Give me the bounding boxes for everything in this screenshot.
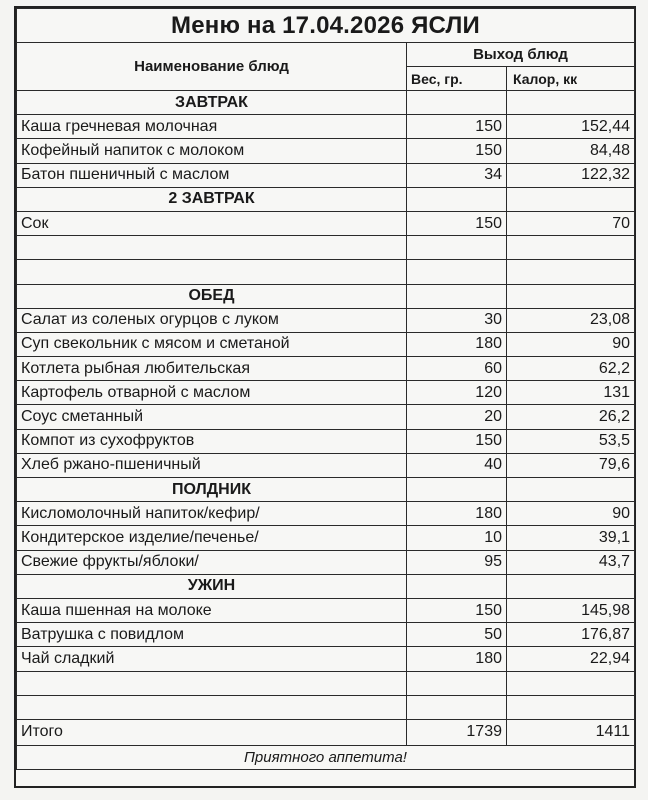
- dish-name: Свежие фрукты/яблоки/: [17, 550, 407, 574]
- dish-kcal: 84,48: [507, 139, 635, 163]
- dish-name: Салат из соленых огурцов с луком: [17, 308, 407, 332]
- section-row: [17, 187, 635, 211]
- dish-name: Картофель отварной с маслом: [17, 381, 407, 405]
- section-weight-cell: [407, 284, 507, 308]
- section-kcal-cell: [507, 574, 635, 598]
- section-weight-cell: [407, 478, 507, 502]
- dish-weight: 30: [407, 308, 507, 332]
- dish-row: [17, 550, 635, 574]
- dish-name: [17, 671, 407, 695]
- dish-weight: [407, 236, 507, 260]
- dish-name: Кондитерское изделие/печенье/: [17, 526, 407, 550]
- dish-weight: 50: [407, 623, 507, 647]
- dish-name: Компот из сухофруктов: [17, 429, 407, 453]
- menu-table: [16, 8, 635, 770]
- footer-note: Приятного аппетита!: [17, 745, 635, 769]
- page-title: Меню на 17.04.2026 ЯСЛИ: [17, 9, 635, 43]
- dish-row: [17, 260, 635, 284]
- section-kcal-cell: [507, 478, 635, 502]
- dish-row: [17, 163, 635, 187]
- dish-weight: 150: [407, 429, 507, 453]
- dish-weight: 10: [407, 526, 507, 550]
- dish-name: [17, 236, 407, 260]
- menu-sheet: [14, 6, 636, 788]
- dish-kcal: 176,87: [507, 623, 635, 647]
- total-row: [17, 719, 635, 745]
- dish-kcal: 22,94: [507, 647, 635, 671]
- dish-kcal: 53,5: [507, 429, 635, 453]
- dish-name: [17, 260, 407, 284]
- dish-weight: 20: [407, 405, 507, 429]
- dish-weight: 180: [407, 502, 507, 526]
- dish-kcal: [507, 236, 635, 260]
- dish-kcal: 90: [507, 332, 635, 356]
- dish-weight: [407, 695, 507, 719]
- dish-name: Кисломолочный напиток/кефир/: [17, 502, 407, 526]
- dish-name: Каша пшенная на молоке: [17, 598, 407, 622]
- dish-name: Сок: [17, 211, 407, 235]
- dish-kcal: [507, 671, 635, 695]
- section-label: 2 ЗАВТРАК: [17, 187, 407, 211]
- dish-weight: 120: [407, 381, 507, 405]
- section-row: [17, 478, 635, 502]
- section-weight-cell: [407, 187, 507, 211]
- dish-row: [17, 598, 635, 622]
- dish-row: [17, 381, 635, 405]
- dish-weight: 150: [407, 115, 507, 139]
- dish-weight: 95: [407, 550, 507, 574]
- dish-kcal: 62,2: [507, 357, 635, 381]
- column-header-weight: Вес, гр.: [407, 67, 507, 91]
- dish-kcal: 39,1: [507, 526, 635, 550]
- dish-name: Ватрушка с повидлом: [17, 623, 407, 647]
- dish-weight: 150: [407, 139, 507, 163]
- dish-row: [17, 357, 635, 381]
- section-weight-cell: [407, 91, 507, 115]
- dish-row: [17, 695, 635, 719]
- dish-weight: 150: [407, 598, 507, 622]
- dish-row: [17, 623, 635, 647]
- column-header-kcal: Калор, кк: [507, 67, 635, 91]
- dish-row: [17, 115, 635, 139]
- dish-name: Суп свекольник с мясом и сметаной: [17, 332, 407, 356]
- dish-weight: [407, 671, 507, 695]
- dish-kcal: [507, 260, 635, 284]
- dish-row: [17, 526, 635, 550]
- dish-kcal: 152,44: [507, 115, 635, 139]
- section-label: ЗАВТРАК: [17, 91, 407, 115]
- dish-kcal: 90: [507, 502, 635, 526]
- dish-kcal: 23,08: [507, 308, 635, 332]
- dish-kcal: [507, 695, 635, 719]
- dish-kcal: 70: [507, 211, 635, 235]
- dish-row: [17, 502, 635, 526]
- dish-weight: [407, 260, 507, 284]
- dish-kcal: 79,6: [507, 453, 635, 477]
- dish-weight: 180: [407, 332, 507, 356]
- section-label: УЖИН: [17, 574, 407, 598]
- section-kcal-cell: [507, 284, 635, 308]
- dish-row: [17, 647, 635, 671]
- dish-name: Котлета рыбная любительская: [17, 357, 407, 381]
- dish-weight: 150: [407, 211, 507, 235]
- section-label: ОБЕД: [17, 284, 407, 308]
- dish-kcal: 122,32: [507, 163, 635, 187]
- dish-name: Кофейный напиток с молоком: [17, 139, 407, 163]
- column-header-output: Выход блюд: [407, 43, 635, 67]
- dish-weight: 180: [407, 647, 507, 671]
- dish-name: Каша гречневая молочная: [17, 115, 407, 139]
- total-weight: 1739: [407, 719, 507, 745]
- dish-kcal: 131: [507, 381, 635, 405]
- section-row: [17, 574, 635, 598]
- dish-weight: 60: [407, 357, 507, 381]
- dish-name: Чай сладкий: [17, 647, 407, 671]
- dish-kcal: 43,7: [507, 550, 635, 574]
- dish-name: Батон пшеничный с маслом: [17, 163, 407, 187]
- dish-weight: 40: [407, 453, 507, 477]
- dish-name: Соус сметанный: [17, 405, 407, 429]
- section-row: [17, 284, 635, 308]
- dish-row: [17, 332, 635, 356]
- dish-weight: 34: [407, 163, 507, 187]
- dish-row: [17, 429, 635, 453]
- dish-row: [17, 211, 635, 235]
- section-kcal-cell: [507, 187, 635, 211]
- dish-kcal: 145,98: [507, 598, 635, 622]
- dish-name: [17, 695, 407, 719]
- total-label: Итого: [17, 719, 407, 745]
- menu-body: [17, 91, 635, 720]
- dish-row: [17, 671, 635, 695]
- dish-name: Хлеб ржано-пшеничный: [17, 453, 407, 477]
- dish-row: [17, 405, 635, 429]
- column-header-name: Наименование блюд: [17, 43, 407, 91]
- dish-row: [17, 308, 635, 332]
- dish-row: [17, 453, 635, 477]
- section-weight-cell: [407, 574, 507, 598]
- total-kcal: 1411: [507, 719, 635, 745]
- dish-row: [17, 139, 635, 163]
- section-row: [17, 91, 635, 115]
- dish-kcal: 26,2: [507, 405, 635, 429]
- section-label: ПОЛДНИК: [17, 478, 407, 502]
- dish-row: [17, 236, 635, 260]
- section-kcal-cell: [507, 91, 635, 115]
